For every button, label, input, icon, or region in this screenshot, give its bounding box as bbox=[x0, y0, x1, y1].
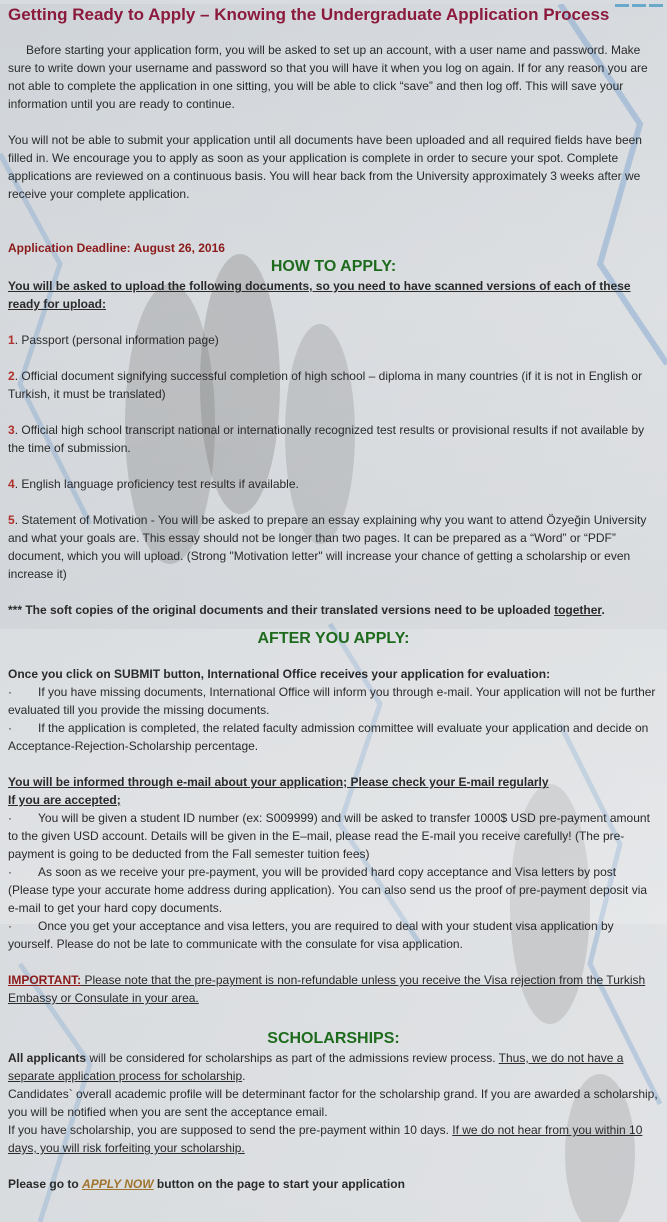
scholarship-paragraph-2: Candidates` overall academic profile will be determinant factor for the scholarship grand. If you are awarded a scholarship, you will be notified when you are sent the acceptance email. bbox=[8, 1087, 658, 1119]
final-text-end: button on the page to start your application bbox=[153, 1177, 405, 1191]
scholarship-end: . bbox=[242, 1069, 246, 1083]
bullet-text: Once you get your acceptance and visa letters, you are required to deal with your student visa application by yourself. Please do not be late to communicate with the consulate for visa application. bbox=[8, 919, 614, 951]
scholarship-paragraph-1 bbox=[8, 1049, 659, 1085]
bullet-text: If the application is completed, the related faculty admission committee will evaluate your application and decide on Acceptance-Rejection-Scholarship percentage. bbox=[8, 721, 649, 753]
accepted-lead: If you are accepted; bbox=[8, 793, 121, 807]
final-instruction bbox=[8, 1175, 659, 1193]
all-applicants-bold: All applicants bbox=[8, 1051, 87, 1065]
document-item-2 bbox=[8, 367, 659, 403]
intro-paragraph-2: You will not be able to submit your application until all documents have been uploaded and all required fields have been filled in. We encourage you to apply as soon as your application is complete in order to secure your spot. Complete applications are reviewed on a continuous basis. You will hear back from the University approximately 3 weeks after we receive your complete application. bbox=[8, 133, 642, 201]
scholarship-warning: If we do not hear from you within 10 days, you will risk forfeiting your scholarship. bbox=[8, 1123, 643, 1155]
bullet-dot: · bbox=[8, 919, 12, 933]
bullet-item bbox=[8, 719, 659, 755]
accent-bar bbox=[649, 4, 663, 7]
document-item-3 bbox=[8, 421, 659, 457]
page-title: Getting Ready to Apply – Knowing the Undergraduate Application Process bbox=[8, 5, 610, 24]
upload-documents-lead: You will be asked to upload the following documents, so you need to have scanned versions of each of these ready for upload: bbox=[8, 279, 631, 311]
application-deadline: Application Deadline: August 26, 2016 bbox=[8, 241, 225, 255]
bullet-dot: · bbox=[8, 721, 12, 735]
important-note bbox=[8, 971, 659, 1007]
accent-bar bbox=[615, 4, 629, 7]
bullet-item bbox=[8, 917, 659, 953]
document-item-4 bbox=[8, 475, 659, 493]
scholarship-text: will be considered for scholarships as part of the admissions review process. bbox=[86, 1051, 499, 1065]
item-number: 2 bbox=[8, 369, 15, 383]
document-item-5 bbox=[8, 511, 659, 583]
note-emphasis: together bbox=[554, 603, 602, 617]
bullet-item bbox=[8, 809, 659, 863]
submit-lead: Once you click on SUBMIT button, International Office receives your application for evaluation: bbox=[8, 667, 551, 681]
bullet-item bbox=[8, 863, 659, 917]
item-number: 4 bbox=[8, 477, 15, 491]
scholarships-heading: SCHOLARSHIPS: bbox=[267, 1030, 400, 1047]
item-number: 3 bbox=[8, 423, 15, 437]
item-text: . Official document signifying successful completion of high school – diploma in many countries (if it is not in English or Turkish, it must be translated) bbox=[8, 369, 643, 401]
important-text: Please note that the pre-payment is non-refundable unless you receive the Visa rejection from the Turkish Embassy or Consulate in your area. bbox=[8, 973, 646, 1005]
scholarship-text: If you have scholarship, you are supposed to send the pre-payment within 10 days. bbox=[8, 1123, 453, 1137]
soft-copies-note bbox=[8, 601, 659, 619]
bullet-dot: · bbox=[8, 685, 12, 699]
note-end: . bbox=[601, 603, 605, 617]
bullet-text: As soon as we receive your pre-payment, you will be provided hard copy acceptance and Visa letters by post (Please type your accurate home address during application). You can also send us the proof of pre-payment deposit via e-mail to get your hard copy documents. bbox=[8, 865, 648, 915]
item-number: 5 bbox=[8, 513, 15, 527]
how-to-apply-heading: HOW TO APPLY: bbox=[270, 258, 397, 275]
after-you-apply-heading: AFTER YOU APPLY: bbox=[257, 630, 410, 647]
top-corner-accent bbox=[615, 4, 663, 7]
informed-lead: You will be informed through e-mail about your application; Please check your E-mail regularly bbox=[8, 775, 549, 789]
scholarship-paragraph-3 bbox=[8, 1121, 659, 1157]
main-content bbox=[0, 4, 667, 1193]
bullet-text: You will be given a student ID number (ex: S009999) and will be asked to transfer 1000$ USD pre-payment amount to the given USD account. Details will be given in the E–mail, please read the E-mail you receive carefully! (The pre-payment is going to be deducted from the Fall semester tuition fees) bbox=[8, 811, 650, 861]
important-label: IMPORTANT: bbox=[8, 973, 82, 987]
bullet-item bbox=[8, 683, 659, 719]
item-text: . Passport (personal information page) bbox=[14, 333, 219, 347]
item-number: 1 bbox=[8, 333, 15, 347]
item-text: . Official high school transcript national or internationally recognized test results or provisional results if not available by the time of submission. bbox=[8, 423, 645, 455]
accent-bar bbox=[632, 4, 646, 7]
item-text: . Statement of Motivation - You will be asked to prepare an essay explaining why you want to attend Özyeğin University and what your goals are. This essay should not be longer than two pages. It can be prepared as a “Word” or “PDF” document, which you will upload. (Strong "Motivation letter" will increase your chance of getting a scholarship or even increase it) bbox=[8, 513, 647, 581]
scholarship-emphasis: Thus, we do not have a separate application process for scholarship bbox=[8, 1051, 624, 1083]
apply-now-link[interactable]: APPLY NOW bbox=[82, 1177, 154, 1191]
bullet-text: If you have missing documents, International Office will inform you through e-mail. Your application will not be further evaluated till you provide the missing documents. bbox=[8, 685, 656, 717]
note-text: *** The soft copies of the original documents and their translated versions need to be uploaded bbox=[8, 603, 555, 617]
intro-paragraph-1: Before starting your application form, you will be asked to set up an account, with a user name and password. Make sure to write down your username and password so that you will have it when you log on again. If for any reason you are not able to complete the application in one sitting, you will be able to click “save” and then log off. This will save your information until you are ready to continue. bbox=[8, 43, 648, 111]
bullet-dot: · bbox=[8, 811, 12, 825]
item-text: . English language proficiency test results if available. bbox=[14, 477, 299, 491]
document-item-1 bbox=[8, 331, 659, 349]
final-text: Please go to bbox=[8, 1177, 83, 1191]
bullet-dot: · bbox=[8, 865, 12, 879]
